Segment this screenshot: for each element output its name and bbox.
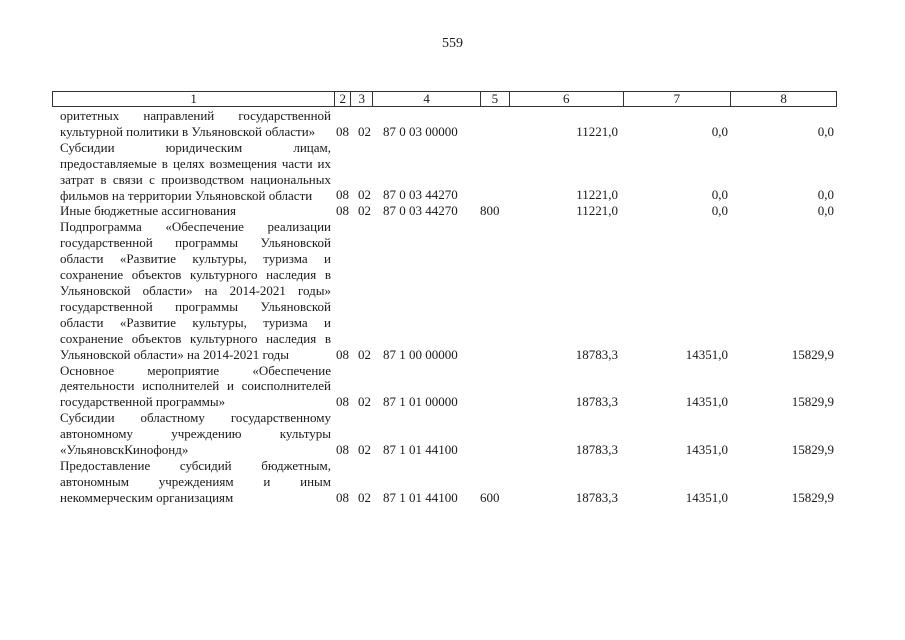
row-amount-1: 11221,0 (576, 203, 618, 219)
row-target-code: 87 0 03 44270 (383, 203, 458, 219)
table-row (60, 108, 850, 140)
row-description: Субсидии юридическим лицам, предоставляемые в целях возмещения части их затрат в связи с производством национальных фильмов на территории Ульяновской области (60, 139, 331, 203)
row-target-code: 87 1 00 00000 (383, 346, 458, 362)
header-col-1: 1 (53, 92, 335, 106)
table-row (60, 203, 850, 219)
row-section: 08 (336, 394, 349, 410)
row-description: Основное мероприятие «Обеспечение деятельности исполнителей и соисполнителей государственной программы» (60, 362, 331, 410)
row-section: 08 (336, 187, 349, 203)
row-amount-1: 18783,3 (575, 441, 618, 457)
header-col-8: 8 (780, 91, 787, 106)
table-header (52, 91, 837, 107)
table-row (60, 219, 850, 362)
row-target-code: 87 0 03 00000 (383, 123, 458, 139)
row-target-code: 87 0 03 44270 (383, 187, 458, 203)
row-amount-1: 11221,0 (576, 187, 618, 203)
row-amount-3: 15829,9 (791, 441, 834, 457)
row-description: Субсидии областному государственному автономному учреждению культуры «УльяновскКинофонд» (60, 410, 331, 458)
row-target-code: 87 1 01 00000 (383, 394, 458, 410)
row-section: 08 (336, 203, 349, 219)
header-col-7: 7 (624, 92, 732, 106)
row-section: 08 (336, 346, 349, 362)
row-amount-2: 14351,0 (685, 394, 728, 410)
row-subsection: 02 (358, 346, 371, 362)
row-section: 08 (336, 123, 349, 139)
row-section: 08 (336, 489, 349, 505)
header-col-2: 2 (335, 92, 351, 106)
row-amount-3: 0,0 (817, 203, 834, 219)
row-subsection: 02 (358, 394, 371, 410)
row-amount-3: 0,0 (817, 187, 834, 203)
page-number: 559 (442, 36, 463, 51)
row-amount-1: 18783,3 (575, 346, 618, 362)
header-col-5: 5 (481, 92, 510, 106)
budget-table (60, 108, 850, 506)
row-amount-2: 14351,0 (685, 441, 728, 457)
row-amount-2: 0,0 (711, 123, 728, 139)
table-row (60, 140, 850, 204)
row-description: Иные бюджетные ассигнования (60, 203, 237, 219)
row-subsection: 02 (358, 203, 371, 219)
header-col-4: 4 (373, 92, 481, 106)
row-description: Предоставление субсидий бюджетным, автономным учреждениям и иным некоммерческим организациям (60, 457, 331, 505)
row-amount-2: 14351,0 (685, 346, 728, 362)
row-amount-3: 15829,9 (791, 394, 834, 410)
table-row (60, 410, 850, 458)
row-subsection: 02 (358, 489, 371, 505)
table-row (60, 363, 850, 411)
row-target-code: 87 1 01 44100 (383, 489, 458, 505)
row-amount-1: 18783,3 (575, 489, 618, 505)
row-expense-type: 600 (480, 489, 500, 505)
row-amount-2: 14351,0 (685, 489, 728, 505)
row-amount-2: 0,0 (711, 187, 728, 203)
row-amount-3: 15829,9 (791, 489, 834, 505)
row-amount-2: 0,0 (711, 203, 728, 219)
row-subsection: 02 (358, 441, 371, 457)
row-subsection: 02 (358, 123, 371, 139)
row-amount-3: 15829,9 (791, 346, 834, 362)
row-amount-1: 18783,3 (575, 394, 618, 410)
header-col-3: 3 (351, 92, 373, 106)
row-subsection: 02 (358, 187, 371, 203)
row-description: Подпрограмма «Обеспечение реализации государственной программы Ульяновской области «Развитие культуры, туризма и сохранение объектов культурного наследия в Ульяновской области» на 2014-2021 годы» государственной программы Ульяновской области «Развитие культуры, туризма и сохранение объектов культурного наследия в Ульяновской области» на 2014-2021 годы (60, 219, 331, 362)
row-description: оритетных направлений государственной культурной политики в Ульяновской области» (60, 108, 331, 139)
row-section: 08 (336, 441, 349, 457)
header-col-6: 6 (510, 92, 624, 106)
row-expense-type: 800 (480, 203, 500, 219)
row-target-code: 87 1 01 44100 (383, 441, 458, 457)
table-row (60, 458, 850, 506)
row-amount-1: 11221,0 (576, 123, 618, 139)
row-amount-3: 0,0 (817, 123, 834, 139)
